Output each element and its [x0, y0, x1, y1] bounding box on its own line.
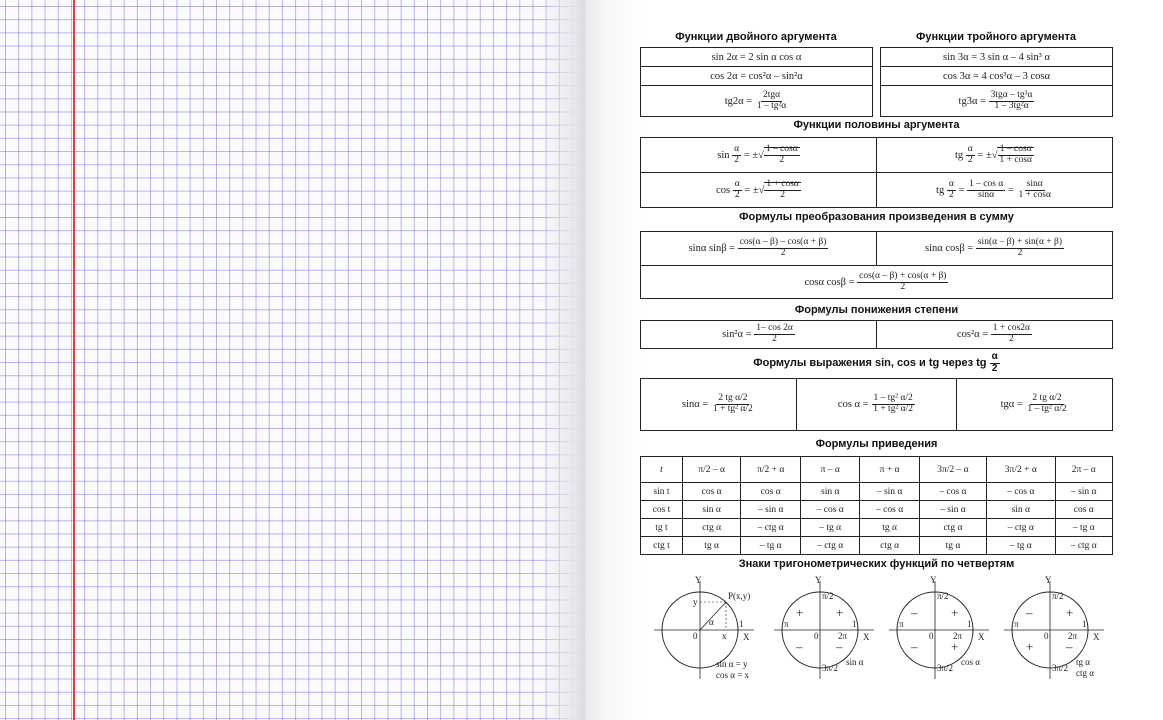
- reduction-row-tg: [641, 519, 1113, 537]
- product-sincos: [877, 232, 1113, 266]
- red-cell: – ctg α: [987, 519, 1055, 537]
- half-sin-rad: 1 – cosα: [765, 143, 798, 154]
- power-cos: [877, 321, 1113, 349]
- half-tg: tg $\frac{\alpha}{2}$ = ±√ $\frac{1 - \cos\alpha}{1 + \cos\alpha}$: [877, 138, 1113, 173]
- triple-sin: sin 3α = 3 sin α – 4 sin³ α: [881, 48, 1113, 67]
- c4-q1: +: [1066, 605, 1074, 620]
- power-table: [640, 320, 1113, 349]
- c4-q4: –: [1066, 639, 1073, 654]
- c2-pi2: π/2: [822, 591, 834, 601]
- margin-line: [73, 0, 75, 720]
- c2-zero: 0: [814, 631, 819, 641]
- half-table: [640, 137, 1113, 208]
- c1-caption2: cos α = x: [716, 670, 750, 680]
- red-h-2: π/2 + α: [741, 457, 801, 483]
- power-title: Формулы понижения степени: [794, 304, 959, 316]
- red-cell: sin α: [801, 483, 860, 501]
- c1-y: y: [693, 597, 698, 607]
- red-cell: ctg α: [682, 519, 741, 537]
- c3-pi: π: [899, 619, 904, 629]
- double-sin: sin 2α = 2 sin α cos α: [641, 48, 873, 67]
- c4-q3: +: [1026, 639, 1034, 654]
- triple-table: [880, 47, 1113, 117]
- red-cell: – ctg α: [801, 537, 860, 555]
- c2-q1: +: [836, 605, 844, 620]
- c3-2pi: 2π: [953, 631, 963, 641]
- red-cell: ctg α: [919, 519, 986, 537]
- c2-one: 1: [852, 619, 857, 629]
- c2-pi: π: [784, 619, 789, 629]
- half-tg2-d1: sinα: [978, 189, 995, 200]
- red-cell: – sin α: [741, 501, 801, 519]
- red-cell: tg α: [682, 537, 741, 555]
- half-sin-lhs: sin: [717, 149, 730, 161]
- red-cell: – cos α: [987, 483, 1055, 501]
- tanhalf-cos: [796, 379, 956, 431]
- red-cell: tg α: [919, 537, 986, 555]
- red-h-7: 2π – α: [1055, 457, 1113, 483]
- tanhalf-sin: [641, 379, 797, 431]
- power-sin: [641, 321, 877, 349]
- half-cos: cos $\frac{\alpha}{2}$ = ±√ $\frac{1 + \cos\alpha}{2}$: [641, 173, 877, 208]
- tanhalf-sin-num: 2 tg α/2: [718, 393, 748, 404]
- product-sc-lhs: sinα cosβ =: [924, 242, 974, 254]
- half-tg2: [877, 173, 1113, 208]
- product-cc-num: cos(α – β) + cos(α + β): [859, 270, 947, 281]
- c1-Y: Y: [695, 575, 702, 585]
- c2-Y: Y: [815, 575, 822, 585]
- c1-zero: 0: [693, 631, 698, 641]
- notebook-spine: [540, 0, 588, 720]
- red-cell: – tg α: [1055, 519, 1113, 537]
- reduction-row-sin: [641, 483, 1113, 501]
- unit-circle-sin-signs: [770, 575, 880, 683]
- double-table: [640, 47, 873, 117]
- tanhalf-title-num: α: [991, 351, 998, 362]
- red-h-4: π + α: [860, 457, 919, 483]
- half-cos-lhs: cos: [716, 184, 731, 196]
- red-cell: – sin α: [919, 501, 986, 519]
- c1-one: 1: [739, 619, 744, 629]
- reduction-row-cos: [641, 501, 1113, 519]
- red-cell: ctg t: [641, 537, 683, 555]
- red-cell: sin α: [682, 501, 741, 519]
- tanhalf-title: [640, 352, 1113, 374]
- tanhalf-table: [640, 378, 1113, 431]
- c1-P: P(x,y): [728, 591, 751, 601]
- product-sinsin: [641, 232, 877, 266]
- product-coscos: [641, 266, 1113, 299]
- tanhalf-cos-num: 1 – tg² α/2: [873, 393, 913, 404]
- product-sc-den: 2: [1017, 248, 1023, 258]
- half-tg-2: 2: [967, 154, 973, 165]
- half-sin: sin $\frac{\alpha}{2}$ = ±√ $\frac{1 - \cos\alpha}{2}$: [641, 138, 877, 173]
- c4-q2: –: [1026, 605, 1033, 620]
- red-cell: ctg α: [860, 537, 919, 555]
- red-cell: – cos α: [801, 501, 860, 519]
- half-cos-2: 2: [734, 189, 740, 200]
- c4-caption2: ctg α: [1076, 668, 1094, 678]
- tanhalf-sin-lhs: sinα =: [681, 398, 709, 410]
- half-sin-rad-den: 2: [779, 154, 785, 165]
- triple-tg-den: 1 – 3tg²α: [994, 100, 1029, 111]
- c4-zero: 0: [1044, 631, 1049, 641]
- half-title: Функции половины аргумента: [793, 119, 960, 131]
- red-h-0: t: [641, 457, 683, 483]
- c3-one: 1: [967, 619, 972, 629]
- c4-caption1: tg α: [1076, 657, 1090, 667]
- c4-one: 1: [1082, 619, 1087, 629]
- red-h-6: 3π/2 + α: [987, 457, 1055, 483]
- unit-circle-tg-signs: [1000, 575, 1110, 683]
- reduction-row-ctg: [641, 537, 1113, 555]
- c3-caption: cos α: [961, 657, 980, 667]
- red-cell: – ctg α: [741, 519, 801, 537]
- tanhalf-tg-num: 2 tg α/2: [1032, 393, 1062, 404]
- red-cell: cos α: [682, 483, 741, 501]
- half-tg-rad-den: 1 + cosα: [999, 154, 1032, 165]
- power-c-lhs: cos²α =: [956, 328, 989, 340]
- red-cell: – cos α: [919, 483, 986, 501]
- c3-Y: Y: [930, 575, 937, 585]
- half-tg-eq: = ±: [977, 149, 992, 161]
- reduction-table: [640, 456, 1113, 555]
- red-cell: cos α: [1055, 501, 1113, 519]
- c2-caption: sin α: [846, 657, 864, 667]
- c2-q3: –: [796, 639, 803, 654]
- unit-circle-cos-signs: [885, 575, 995, 683]
- product-table: [640, 231, 1113, 299]
- c3-q4: +: [951, 639, 959, 654]
- power-c-den: 2: [1009, 334, 1014, 344]
- power-s-lhs: sin²α =: [722, 328, 752, 340]
- half-tg2-n1: 1 – cos α: [969, 178, 1004, 189]
- product-ss-lhs: sinα sinβ =: [688, 242, 736, 254]
- c3-q3: –: [911, 639, 918, 654]
- c2-q4: –: [836, 639, 843, 654]
- half-cos-a: α: [734, 178, 740, 189]
- triple-tg: [881, 86, 1113, 117]
- red-h-1: π/2 – α: [682, 457, 741, 483]
- double-cos: cos 2α = cos²α – sin²α: [641, 67, 873, 86]
- tanhalf-tg-lhs: tgα =: [1000, 398, 1023, 410]
- red-cell: – tg α: [801, 519, 860, 537]
- c1-X: X: [743, 632, 750, 642]
- c3-pi2: π/2: [937, 591, 949, 601]
- product-cc-lhs: cosα cosβ =: [804, 276, 855, 288]
- half-cos-rad-den: 2: [780, 189, 786, 200]
- half-tg2-eq1: =: [958, 184, 965, 196]
- c2-2pi: 2π: [838, 631, 848, 641]
- c4-pi: π: [1014, 619, 1019, 629]
- red-cell: tg t: [641, 519, 683, 537]
- product-ss-num: cos(α – β) – cos(α + β): [739, 237, 827, 248]
- product-cc-den: 2: [900, 281, 906, 292]
- unit-circle-definition: [650, 575, 765, 683]
- c3-q1: +: [951, 605, 959, 620]
- red-cell: – cos α: [860, 501, 919, 519]
- tanhalf-cos-den: 1 + tg² α/2: [873, 404, 914, 414]
- red-cell: tg α: [860, 519, 919, 537]
- c2-X: X: [863, 632, 870, 642]
- half-tg-a: α: [967, 143, 973, 154]
- red-cell: – sin α: [860, 483, 919, 501]
- c2-q2: +: [796, 605, 804, 620]
- c3-X: X: [978, 632, 985, 642]
- red-cell: sin t: [641, 483, 683, 501]
- red-cell: – tg α: [987, 537, 1055, 555]
- c4-X: X: [1093, 632, 1100, 642]
- half-sin-a: α: [734, 143, 740, 154]
- half-tg2-2: 2: [948, 189, 954, 200]
- product-ss-den: 2: [780, 248, 786, 258]
- half-tg-lhs: tg: [955, 149, 964, 161]
- double-tg-lhs: tg2α =: [724, 95, 753, 107]
- double-title: Функции двойного аргумента: [675, 31, 837, 43]
- product-sc-num: sin(α – β) + sin(α + β): [977, 237, 1063, 248]
- red-cell: – sin α: [1055, 483, 1113, 501]
- red-cell: sin α: [987, 501, 1055, 519]
- power-c-num: 1 + cos2α: [992, 323, 1031, 334]
- red-cell: – tg α: [741, 537, 801, 555]
- triple-tg-num: 3tgα – tg³α: [990, 89, 1033, 100]
- half-tg-rad-num: 1 – cosα: [999, 143, 1032, 154]
- c1-alpha: α: [709, 617, 714, 627]
- triple-title: Функции тройного аргумента: [916, 31, 1076, 43]
- c4-3pi2: 3π/2: [1052, 663, 1069, 673]
- red-h-3: π – α: [801, 457, 860, 483]
- c1-x: x: [722, 631, 727, 641]
- product-title: Формулы преобразования произведения в сумму: [739, 211, 1014, 223]
- half-tg2-n2: sinα: [1026, 178, 1043, 189]
- tanhalf-title-text: Формулы выражения sin, cos и tg через tg: [753, 356, 987, 369]
- double-tg-den: 1 – tg²α: [756, 100, 787, 111]
- tanhalf-tg: [957, 379, 1113, 431]
- power-s-den: 2: [772, 334, 777, 344]
- tanhalf-sin-den: 1 + tg² α/2: [712, 404, 753, 414]
- c3-zero: 0: [929, 631, 934, 641]
- red-cell: – ctg α: [1055, 537, 1113, 555]
- c4-2pi: 2π: [1068, 631, 1078, 641]
- half-cos-eq: = ±: [744, 184, 759, 196]
- c3-3pi2: 3π/2: [937, 663, 954, 673]
- half-tg2-lhs: tg: [936, 184, 945, 196]
- reduction-title: Формулы приведения: [815, 438, 938, 450]
- triple-cos: cos 3α = 4 cos³α – 3 cosα: [881, 67, 1113, 86]
- tanhalf-cos-lhs: cos α =: [837, 398, 869, 410]
- triple-tg-lhs: tg3α =: [958, 95, 986, 107]
- half-tg2-a: α: [948, 178, 954, 189]
- half-tg2-d2: 1 + cosα: [1018, 189, 1051, 200]
- half-cos-rad: 1 + cosα: [766, 178, 799, 189]
- c4-Y: Y: [1045, 575, 1052, 585]
- double-tg-num: 2tgα: [762, 89, 781, 100]
- tanhalf-tg-den: 1 – tg² α/2: [1027, 404, 1067, 414]
- tanhalf-title-den: 2: [991, 362, 998, 374]
- half-sin-2: 2: [734, 154, 739, 165]
- double-tg: [641, 86, 873, 117]
- red-cell: cos t: [641, 501, 683, 519]
- c1-caption1: sin α = y: [716, 659, 748, 669]
- c4-pi2: π/2: [1052, 591, 1064, 601]
- power-s-num: 1– cos 2α: [756, 323, 793, 334]
- half-sin-eq: = ±: [743, 149, 759, 161]
- c2-3pi2: 3π/2: [822, 663, 839, 673]
- c3-q2: –: [911, 605, 918, 620]
- half-tg2-eq2: =: [1007, 184, 1014, 196]
- red-cell: cos α: [741, 483, 801, 501]
- signs-title: Знаки тригонометрических функций по четвертям: [738, 558, 1015, 570]
- red-h-5: 3π/2 – α: [919, 457, 986, 483]
